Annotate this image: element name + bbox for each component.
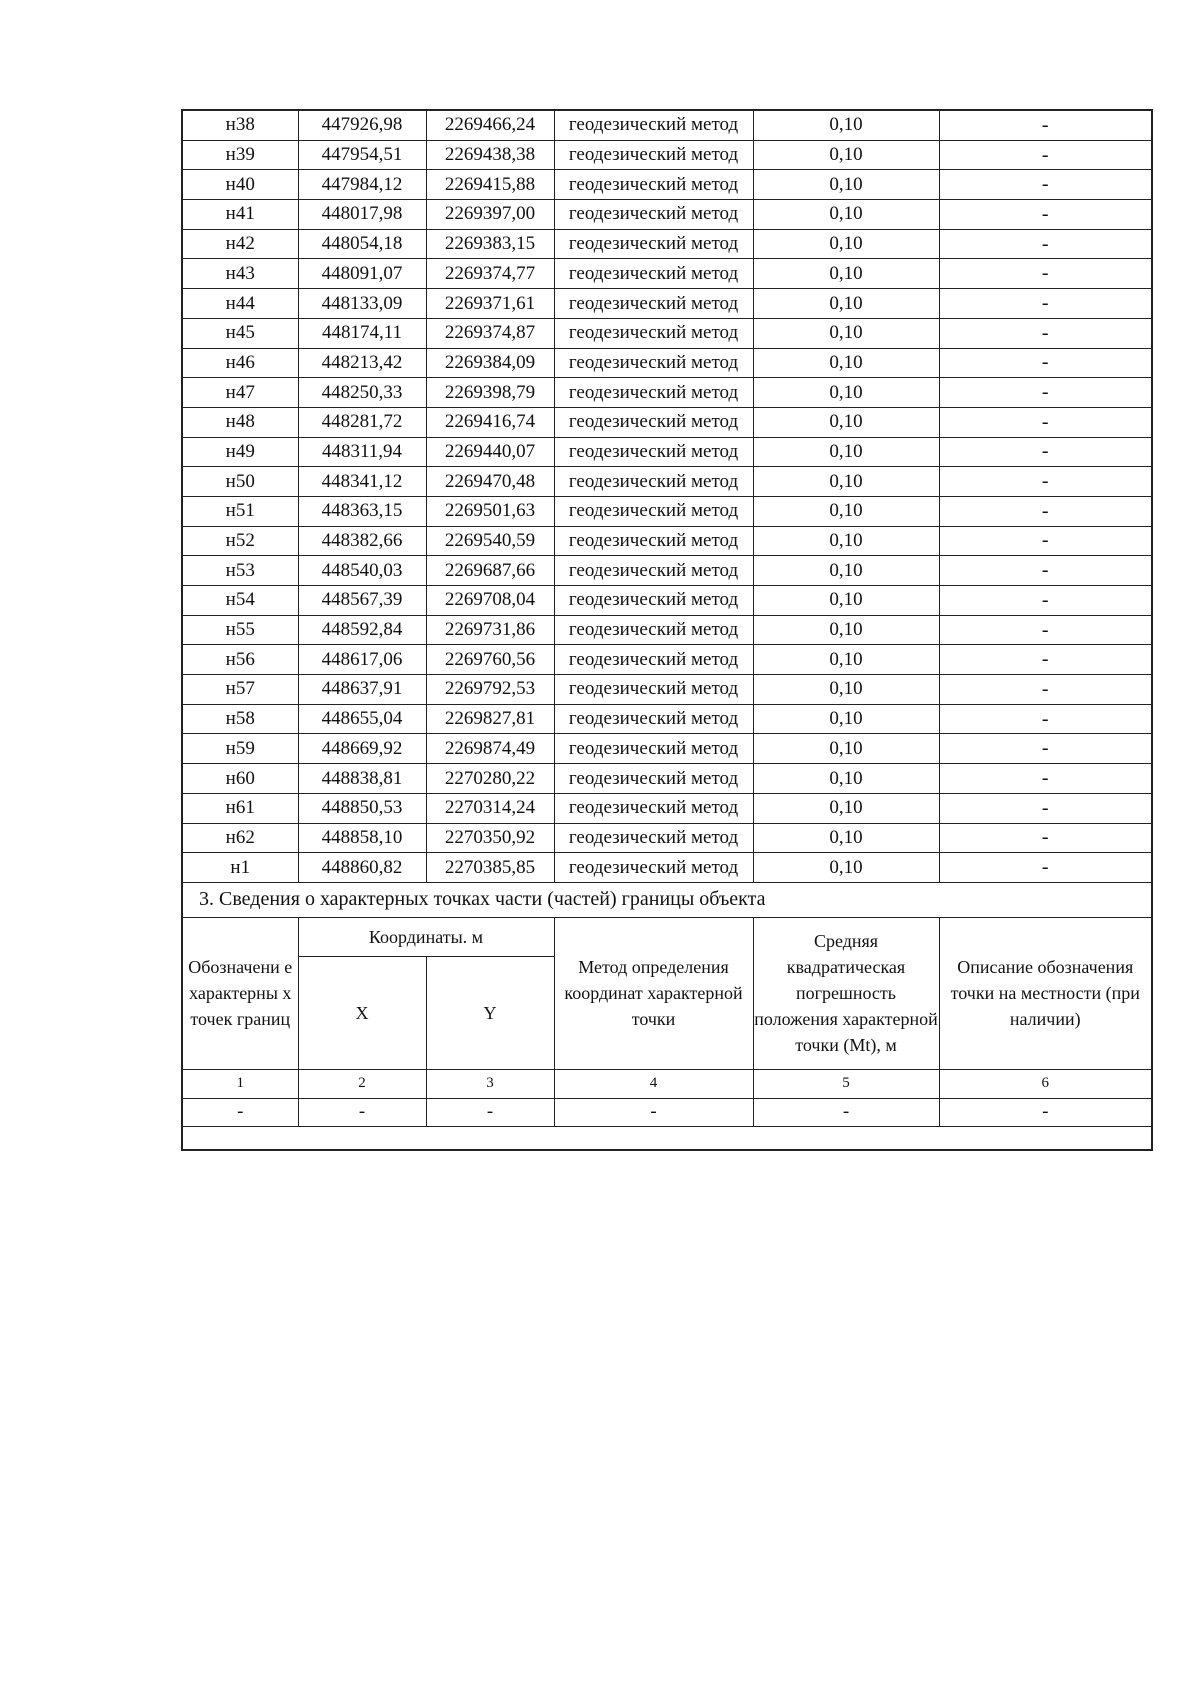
point-y: 2270350,92 bbox=[426, 823, 554, 853]
point-description: - bbox=[939, 734, 1152, 764]
point-method: геодезический метод bbox=[554, 556, 753, 586]
point-mt: 0,10 bbox=[753, 675, 939, 705]
point-name: н47 bbox=[182, 378, 298, 408]
point-x: 448655,04 bbox=[298, 704, 426, 734]
point-description: - bbox=[939, 823, 1152, 853]
point-x: 448174,11 bbox=[298, 318, 426, 348]
point-method: геодезический метод bbox=[554, 289, 753, 319]
point-name: н51 bbox=[182, 496, 298, 526]
table-row bbox=[182, 764, 1152, 794]
point-mt: 0,10 bbox=[753, 437, 939, 467]
blank-cell: - bbox=[182, 1098, 298, 1126]
point-method: геодезический метод bbox=[554, 526, 753, 556]
point-name: н55 bbox=[182, 615, 298, 645]
point-name: н46 bbox=[182, 348, 298, 378]
point-mt: 0,10 bbox=[753, 734, 939, 764]
table-row bbox=[182, 407, 1152, 437]
blank-cell: - bbox=[939, 1098, 1152, 1126]
table-row bbox=[182, 734, 1152, 764]
table-row bbox=[182, 378, 1152, 408]
header-designation: Обозначени е характерны х точек границ bbox=[182, 917, 298, 1069]
point-y: 2269374,87 bbox=[426, 318, 554, 348]
point-x: 448341,12 bbox=[298, 467, 426, 497]
point-x: 448858,10 bbox=[298, 823, 426, 853]
point-mt: 0,10 bbox=[753, 823, 939, 853]
point-method: геодезический метод bbox=[554, 704, 753, 734]
section-3-blank-row bbox=[182, 1098, 1152, 1126]
point-x: 447954,51 bbox=[298, 140, 426, 170]
blank-cell: - bbox=[554, 1098, 753, 1126]
point-description: - bbox=[939, 467, 1152, 497]
point-name: н42 bbox=[182, 229, 298, 259]
blank-cell: - bbox=[426, 1098, 554, 1126]
point-method: геодезический метод bbox=[554, 348, 753, 378]
point-x: 448281,72 bbox=[298, 407, 426, 437]
point-mt: 0,10 bbox=[753, 764, 939, 794]
table-row bbox=[182, 318, 1152, 348]
point-x: 448363,15 bbox=[298, 496, 426, 526]
point-description: - bbox=[939, 289, 1152, 319]
point-description: - bbox=[939, 229, 1152, 259]
point-x: 448860,82 bbox=[298, 853, 426, 883]
point-name: н39 bbox=[182, 140, 298, 170]
point-name: н45 bbox=[182, 318, 298, 348]
header-mt: Средняя квадратическая погрешность положения характерной точки (Mt), м bbox=[753, 917, 939, 1069]
table-row bbox=[182, 229, 1152, 259]
point-description: - bbox=[939, 793, 1152, 823]
point-mt: 0,10 bbox=[753, 407, 939, 437]
table-row bbox=[182, 496, 1152, 526]
point-name: н38 bbox=[182, 110, 298, 140]
point-name: н58 bbox=[182, 704, 298, 734]
point-mt: 0,10 bbox=[753, 140, 939, 170]
point-mt: 0,10 bbox=[753, 496, 939, 526]
point-method: геодезический метод bbox=[554, 407, 753, 437]
point-mt: 0,10 bbox=[753, 793, 939, 823]
col-number: 2 bbox=[298, 1069, 426, 1098]
header-description: Описание обозначения точки на местности (при наличии) bbox=[939, 917, 1152, 1069]
point-x: 448382,66 bbox=[298, 526, 426, 556]
point-mt: 0,10 bbox=[753, 378, 939, 408]
point-name: н57 bbox=[182, 675, 298, 705]
point-method: геодезический метод bbox=[554, 378, 753, 408]
point-name: н59 bbox=[182, 734, 298, 764]
point-method: геодезический метод bbox=[554, 645, 753, 675]
point-description: - bbox=[939, 645, 1152, 675]
point-name: н52 bbox=[182, 526, 298, 556]
point-y: 2269874,49 bbox=[426, 734, 554, 764]
point-y: 2269384,09 bbox=[426, 348, 554, 378]
point-description: - bbox=[939, 615, 1152, 645]
point-mt: 0,10 bbox=[753, 645, 939, 675]
point-y: 2269398,79 bbox=[426, 378, 554, 408]
point-method: геодезический метод bbox=[554, 853, 753, 883]
point-method: геодезический метод bbox=[554, 318, 753, 348]
section-3-title: 3. Сведения о характерных точках части (частей) границы объекта bbox=[182, 882, 1152, 917]
point-x: 448637,91 bbox=[298, 675, 426, 705]
table-row bbox=[182, 140, 1152, 170]
table-row bbox=[182, 675, 1152, 705]
point-x: 448017,98 bbox=[298, 200, 426, 230]
header-y: Y bbox=[426, 956, 554, 1069]
section-3-header-row bbox=[182, 917, 1152, 956]
col-number: 6 bbox=[939, 1069, 1152, 1098]
point-x: 448133,09 bbox=[298, 289, 426, 319]
table-row bbox=[182, 467, 1152, 497]
point-y: 2269760,56 bbox=[426, 645, 554, 675]
point-name: н53 bbox=[182, 556, 298, 586]
boundary-points-document bbox=[181, 109, 1151, 1151]
point-mt: 0,10 bbox=[753, 318, 939, 348]
point-description: - bbox=[939, 110, 1152, 140]
point-x: 448669,92 bbox=[298, 734, 426, 764]
point-y: 2269731,86 bbox=[426, 615, 554, 645]
point-y: 2269827,81 bbox=[426, 704, 554, 734]
point-x: 448617,06 bbox=[298, 645, 426, 675]
point-mt: 0,10 bbox=[753, 704, 939, 734]
point-y: 2269792,53 bbox=[426, 675, 554, 705]
point-description: - bbox=[939, 378, 1152, 408]
point-y: 2269416,74 bbox=[426, 407, 554, 437]
point-mt: 0,10 bbox=[753, 110, 939, 140]
point-description: - bbox=[939, 437, 1152, 467]
point-description: - bbox=[939, 853, 1152, 883]
point-x: 448250,33 bbox=[298, 378, 426, 408]
point-mt: 0,10 bbox=[753, 259, 939, 289]
table-row bbox=[182, 556, 1152, 586]
point-y: 2269371,61 bbox=[426, 289, 554, 319]
point-mt: 0,10 bbox=[753, 170, 939, 200]
header-coordinates: Координаты. м bbox=[298, 917, 554, 956]
point-method: геодезический метод bbox=[554, 229, 753, 259]
point-x: 448567,39 bbox=[298, 586, 426, 616]
point-description: - bbox=[939, 348, 1152, 378]
point-y: 2269708,04 bbox=[426, 586, 554, 616]
point-description: - bbox=[939, 407, 1152, 437]
section-3-empty-row bbox=[182, 1126, 1152, 1150]
point-x: 448054,18 bbox=[298, 229, 426, 259]
table-row bbox=[182, 793, 1152, 823]
point-name: н61 bbox=[182, 793, 298, 823]
point-description: - bbox=[939, 140, 1152, 170]
table-row bbox=[182, 200, 1152, 230]
point-mt: 0,10 bbox=[753, 615, 939, 645]
point-y: 2270385,85 bbox=[426, 853, 554, 883]
point-method: геодезический метод bbox=[554, 437, 753, 467]
point-y: 2270314,24 bbox=[426, 793, 554, 823]
point-method: геодезический метод bbox=[554, 764, 753, 794]
column-number-row bbox=[182, 1069, 1152, 1098]
blank-cell: - bbox=[298, 1098, 426, 1126]
point-method: геодезический метод bbox=[554, 675, 753, 705]
point-name: н43 bbox=[182, 259, 298, 289]
point-name: н48 bbox=[182, 407, 298, 437]
point-name: н49 bbox=[182, 437, 298, 467]
header-x: X bbox=[298, 956, 426, 1069]
col-number: 1 bbox=[182, 1069, 298, 1098]
col-number: 3 bbox=[426, 1069, 554, 1098]
point-description: - bbox=[939, 556, 1152, 586]
point-name: н56 bbox=[182, 645, 298, 675]
point-mt: 0,10 bbox=[753, 229, 939, 259]
table-row bbox=[182, 823, 1152, 853]
point-mt: 0,10 bbox=[753, 348, 939, 378]
point-x: 448311,94 bbox=[298, 437, 426, 467]
point-mt: 0,10 bbox=[753, 467, 939, 497]
point-y: 2269470,48 bbox=[426, 467, 554, 497]
section-3 bbox=[182, 882, 1152, 1150]
points-table bbox=[181, 109, 1153, 1151]
blank-cell: - bbox=[753, 1098, 939, 1126]
point-name: н50 bbox=[182, 467, 298, 497]
table-row bbox=[182, 526, 1152, 556]
point-method: геодезический метод bbox=[554, 200, 753, 230]
points-table-body bbox=[182, 110, 1152, 882]
point-name: н44 bbox=[182, 289, 298, 319]
point-y: 2269687,66 bbox=[426, 556, 554, 586]
table-row bbox=[182, 586, 1152, 616]
point-name: н54 bbox=[182, 586, 298, 616]
point-mt: 0,10 bbox=[753, 289, 939, 319]
point-y: 2269501,63 bbox=[426, 496, 554, 526]
point-y: 2270280,22 bbox=[426, 764, 554, 794]
table-row bbox=[182, 170, 1152, 200]
point-x: 447984,12 bbox=[298, 170, 426, 200]
point-method: геодезический метод bbox=[554, 734, 753, 764]
table-row bbox=[182, 437, 1152, 467]
point-name: н41 bbox=[182, 200, 298, 230]
point-y: 2269397,00 bbox=[426, 200, 554, 230]
point-y: 2269374,77 bbox=[426, 259, 554, 289]
point-y: 2269415,88 bbox=[426, 170, 554, 200]
table-row bbox=[182, 259, 1152, 289]
table-row bbox=[182, 348, 1152, 378]
section-3-title-row bbox=[182, 882, 1152, 917]
point-y: 2269466,24 bbox=[426, 110, 554, 140]
point-description: - bbox=[939, 496, 1152, 526]
point-description: - bbox=[939, 318, 1152, 348]
point-description: - bbox=[939, 586, 1152, 616]
empty-cell bbox=[182, 1126, 1152, 1150]
point-x: 448091,07 bbox=[298, 259, 426, 289]
col-number: 4 bbox=[554, 1069, 753, 1098]
point-y: 2269440,07 bbox=[426, 437, 554, 467]
point-description: - bbox=[939, 259, 1152, 289]
point-name: н60 bbox=[182, 764, 298, 794]
point-description: - bbox=[939, 526, 1152, 556]
point-method: геодезический метод bbox=[554, 823, 753, 853]
point-x: 448540,03 bbox=[298, 556, 426, 586]
table-row bbox=[182, 704, 1152, 734]
table-row bbox=[182, 645, 1152, 675]
point-y: 2269438,38 bbox=[426, 140, 554, 170]
point-y: 2269540,59 bbox=[426, 526, 554, 556]
point-mt: 0,10 bbox=[753, 556, 939, 586]
col-number: 5 bbox=[753, 1069, 939, 1098]
table-row bbox=[182, 289, 1152, 319]
point-method: геодезический метод bbox=[554, 140, 753, 170]
point-method: геодезический метод bbox=[554, 615, 753, 645]
point-method: геодезический метод bbox=[554, 586, 753, 616]
point-mt: 0,10 bbox=[753, 853, 939, 883]
point-x: 448838,81 bbox=[298, 764, 426, 794]
table-row bbox=[182, 110, 1152, 140]
point-y: 2269383,15 bbox=[426, 229, 554, 259]
point-method: геодезический метод bbox=[554, 259, 753, 289]
point-x: 448850,53 bbox=[298, 793, 426, 823]
header-method: Метод определения координат характерной точки bbox=[554, 917, 753, 1069]
point-method: геодезический метод bbox=[554, 170, 753, 200]
point-mt: 0,10 bbox=[753, 526, 939, 556]
point-description: - bbox=[939, 704, 1152, 734]
point-mt: 0,10 bbox=[753, 200, 939, 230]
point-name: н40 bbox=[182, 170, 298, 200]
point-method: геодезический метод bbox=[554, 793, 753, 823]
point-description: - bbox=[939, 675, 1152, 705]
point-method: геодезический метод bbox=[554, 467, 753, 497]
point-x: 448213,42 bbox=[298, 348, 426, 378]
table-row bbox=[182, 615, 1152, 645]
point-method: геодезический метод bbox=[554, 496, 753, 526]
table-row bbox=[182, 853, 1152, 883]
point-mt: 0,10 bbox=[753, 586, 939, 616]
point-name: н62 bbox=[182, 823, 298, 853]
point-method: геодезический метод bbox=[554, 110, 753, 140]
point-description: - bbox=[939, 170, 1152, 200]
point-description: - bbox=[939, 200, 1152, 230]
point-name: н1 bbox=[182, 853, 298, 883]
point-description: - bbox=[939, 764, 1152, 794]
point-x: 447926,98 bbox=[298, 110, 426, 140]
point-x: 448592,84 bbox=[298, 615, 426, 645]
